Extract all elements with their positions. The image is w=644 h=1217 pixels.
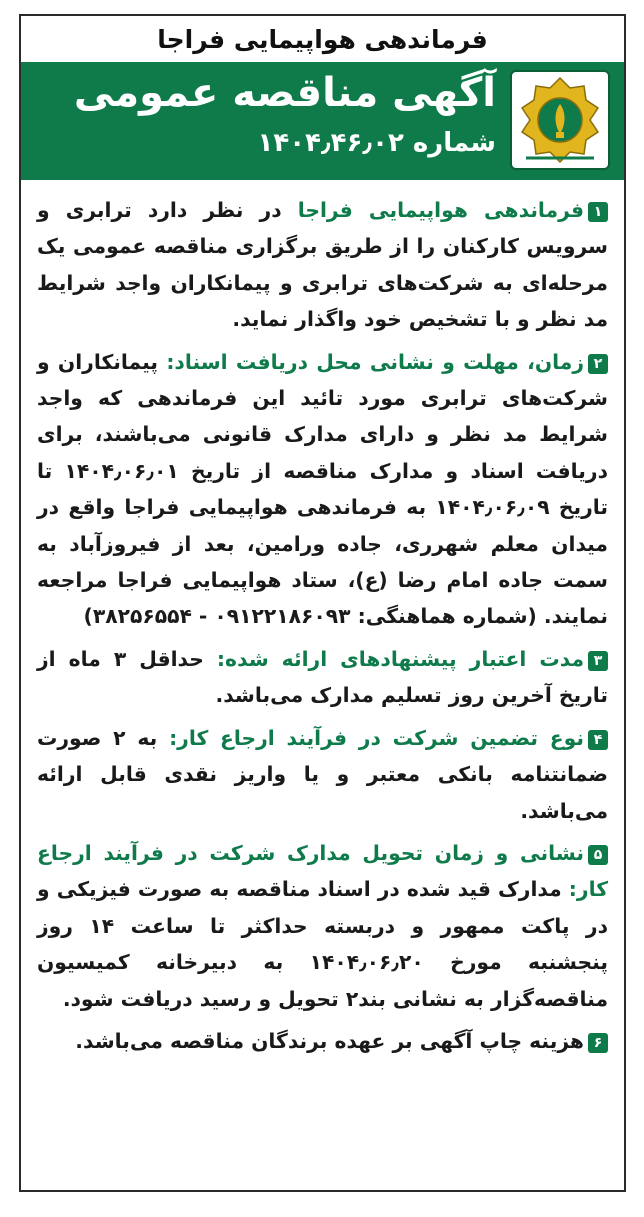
clause-marker: ۴ [588,730,608,750]
top-title: فرماندهی هواپیمایی فراجا [157,24,488,54]
clause-5 [37,835,608,1017]
clause-text: مدارک قید شده در اسناد مناقصه به صورت فیزیکی و در پاکت ممهور و دربسته حداکثر تا ساعت ۱۴ روز پنجشنبه مورخ ۱۴۰۴٫۰۶٫۲۰ به دبیرخانه کمیسیون مناقصه‌گزار به نشانی بند۲ تحویل و رسید دریافت شود. [37,877,608,1011]
banner [21,62,624,180]
clause-heading: مدت اعتبار پیشنهادهای ارائه شده: [216,646,584,671]
clause-6 [37,1023,608,1059]
clause-text: حداقل ۳ ماه از تاریخ آخرین روز تسلیم مدارک می‌باشد. [37,646,608,708]
clause-marker: ۱ [588,202,608,222]
clause-4 [37,720,608,829]
police-emblem-icon [510,70,610,170]
clause-marker: ۶ [588,1033,608,1053]
clause-heading: زمان، مهلت و نشانی محل دریافت اسناد: [166,349,584,374]
clause-2 [37,344,608,635]
clause-heading: نشانی و زمان تحویل مدارک شرکت در فرآیند ارجاع کار: [37,840,608,902]
clause-marker: ۵ [588,845,608,865]
clause-text: به ۲ صورت ضمانتنامه بانکی معتبر و یا واریز نقدی قابل ارائه می‌باشد. [37,725,608,823]
banner-title: آگهی مناقصه عمومی [73,70,496,116]
tender-ad [19,14,626,1192]
tender-number: شماره ۱۴۰۴٫۴۶٫۰۲ [257,128,496,158]
clause-3 [37,641,608,714]
ad-body [21,180,624,1059]
clause-text: هزینه چاپ آگهی بر عهده برندگان مناقصه می‌باشد. [75,1028,584,1053]
clause-1 [37,192,608,338]
clause-heading: فرماندهی هواپیمایی فراجا [297,198,585,222]
clause-text: پیمانکاران و شرکت‌های ترابری مورد تائید این فرماندهی که واجد شرایط مد نظر و دارای مدارک قانونی می‌باشند، برای دریافت اسناد و مدارک مناقصه از تاریخ ۱۴۰۴٫۰۶٫۰۱ تا تاریخ ۱۴۰۴٫۰۶٫۰۹ به فرماندهی هواپیمایی فراجا واقع در میدان معلم شهرری، جاده ورامین، بعد از فیروزآباد به سمت جاده امام رضا (ع)، ستاد هواپیمایی فراجا مراجعه نمایند. (شماره هماهنگی: ۰۹۱۲۲۱۸۶۰۹۳ - ۳۸۲۵۶۵۵۴) [37,349,608,629]
clause-heading: نوع تضمین شرکت در فرآیند ارجاع کار: [169,725,584,750]
clause-marker: ۳ [588,651,608,671]
clause-text: در نظر دارد ترابری و سرویس کارکنان را از طریق برگزاری مناقصه عمومی یک مرحله‌ای به شرکت‌های ترابری و پیمانکاران واجد شرایط مد نظر و با تشخیص خود واگذار نماید. [37,198,608,332]
clause-marker: ۲ [588,354,608,374]
